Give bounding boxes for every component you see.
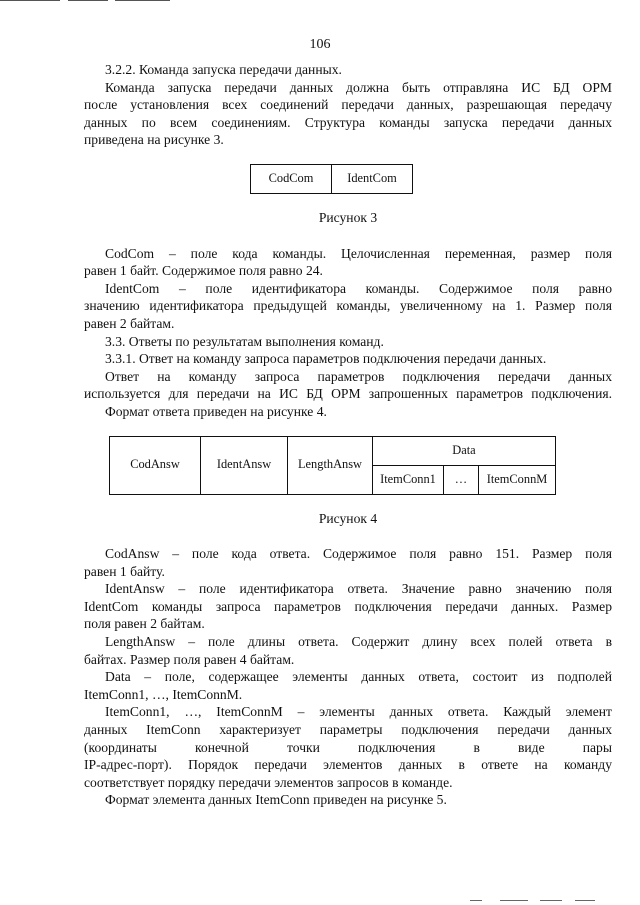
definition-line: равен 2 байтам. [84,315,175,331]
definition-line: IdentCom – поле идентификатора команды. Содержимое поля равно [105,280,612,296]
document-body [84,61,612,809]
definition-line: (координаты конечной точки подключения в виде пары [84,739,612,755]
cell-data-header: Data [373,436,556,465]
definition-line: ItemConn1, …, ItemConnM. [84,686,243,702]
cell-codansw: CodAnsw [110,436,201,494]
page-number: 106 [309,37,331,52]
cell-ellipsis: … [444,465,479,494]
cell-identansw: IdentAnsw [201,436,288,494]
definition-line: CodAnsw – поле кода ответа. Содержимое поля равно 151. Размер поля [105,546,612,562]
definition-line: байтах. Размер поля равен 4 байтам. [84,651,295,667]
cell-itemconn1: ItemConn1 [373,465,444,494]
paragraph-line: после установления всех соединений передачи данных, разрешающая передачу [84,97,612,113]
paragraph-line: данных по всем соединениям. Структура команды запуска передачи данных [84,114,612,130]
section-heading-3-2-2: 3.2.2. Команда запуска передачи данных. [105,62,342,77]
definition-line: поля равен 2 байтам. [84,616,205,632]
cell-itemconnm: ItemConnM [479,465,556,494]
cell-identcom: IdentCom [332,164,413,193]
definition-line: данных ItemConn характеризует параметры подключения передачи данных [84,722,612,738]
paragraph-line: используется для передачи на ИС БД ОРМ запрошенных параметров подключения. [84,386,612,402]
definition-line: значению идентификатора предыдущей команды, увеличенному на 1. Размер поля [84,298,612,314]
paragraph-line: приведена на рисунке 3. [84,132,224,148]
figure-4-table [109,436,556,495]
figure-3-caption: Рисунок 3 [318,209,378,225]
top-scan-line [0,0,640,3]
definition-line: равен 1 байту. [84,563,165,579]
cell-codcom: CodCom [251,164,332,193]
final-paragraph: Формат элемента данных ItemConn приведен на рисунке 5. [105,792,447,808]
definition-line: IdentCom команды запроса параметров подключения передачи данных. Размер [84,598,612,614]
definition-line: CodCom – поле кода команды. Целочисленная переменная, размер поля [105,245,612,261]
definition-line: равен 1 байт. Содержимое поля равно 24. [84,263,323,279]
paragraph-line: Команда запуска передачи данных должна быть отправляна ИС БД ОРМ [105,79,612,95]
figure-3-table [250,164,413,194]
figure-4-caption: Рисунок 4 [318,510,378,526]
definition-line: Data – поле, содержащее элементы данных ответа, состоит из подполей [105,669,612,685]
definition-line: LengthAnsw – поле длины ответа. Содержит длину всех полей ответа в [105,634,612,650]
paragraph-line: Формат ответа приведен на рисунке 4. [105,403,327,419]
bottom-scan-line [0,900,640,903]
cell-lengthansw: LengthAnsw [288,436,373,494]
definition-line: ItemConn1, …, ItemConnM – элементы данных ответа. Каждый элемент [105,704,612,720]
section-heading-3-3: 3.3. Ответы по результатам выполнения команд. [105,333,384,349]
paragraph-line: Ответ на команду запроса параметров подключения передачи данных [105,368,612,384]
section-heading-3-3-1: 3.3.1. Ответ на команду запроса параметров подключения передачи данных. [105,351,547,367]
definition-line: соответствует порядку передачи элементов запросов в команде. [84,774,453,790]
definition-line: IdentAnsw – поле идентификатора ответа. Значение равно значению поля [105,581,612,597]
definition-line: IP-адрес-порт). Порядок передачи элементов данных в ответе на команду [84,757,612,773]
